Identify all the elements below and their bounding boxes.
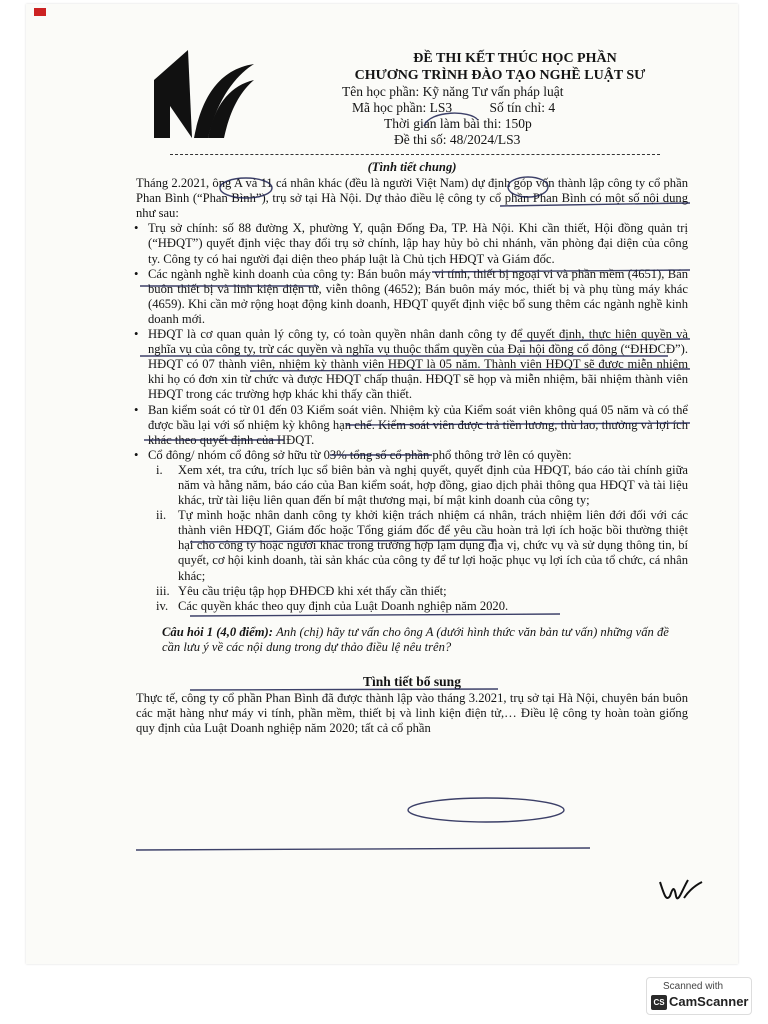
general-intro: Tháng 2.2021, ông A và 11 cá nhân khác (đều là người Việt Nam) dự định góp vốn thành lập công ty cổ phần Phan Bình (“Phan Bình”), trụ sở tại Hà Nội. Dự thảo điều lệ công ty cổ phần Phan Bình có một số nội dung như sau:	[136, 176, 688, 221]
camscanner-logo-icon: CS	[651, 995, 667, 1010]
exam-number: Đề thi số: 48/2024/LS3	[394, 132, 521, 147]
list-item: • Các ngành nghề kinh doanh của công ty: Bán buôn máy vi tính, thiết bị ngoại vi và phần mềm (4651), Bán buôn thiết bị và linh kiện điện tử, viễn thông (4652); Bán buôn máy móc, thiết bị và phụ tùng máy khác (4659). Khi cần mở rộng hoạt động kinh doanh, HĐQT quyết định việc bổ sung thêm các ngành nghề kinh doanh mới.	[134, 266, 688, 326]
list-item: • HĐQT là cơ quan quản lý công ty, có toàn quyền nhân danh công ty để quyết định, thực hiện quyền và nghĩa vụ của công ty, trừ các quyền và nghĩa vụ thuộc thẩm quyền của Đại hội đồng cổ đông (“ĐHĐCĐ”). HĐQT có 07 thành viên, nhiệm kỳ thành viên HĐQT là 05 năm. Thành viên HĐQT sẽ được miễn nhiệm khi họ có đơn xin từ chức và được HĐQT chấp thuận. HĐQT sẽ họp và miễn nhiệm, bãi nhiệm thành viên HĐQT trong các trường hợp khác khi thấy cần thiết.	[134, 327, 688, 402]
item-text: Các quyền khác theo quy định của Luật Doanh nghiệp năm 2020.	[178, 598, 509, 613]
list-item: • Trụ sở chính: số 88 đường X, phường Y, quận Đống Đa, TP. Hà Nội. Khi cần thiết, Hội đồng quản trị (“HĐQT”) quyết định việc thay đổi trụ sở chính, lập hay hủy bỏ chi nhánh, văn phòng đại diện của công ty. Công ty có hai người đại diện theo pháp luật là Chủ tịch HĐQT và Giám đốc.	[134, 221, 688, 266]
course-code: Mã học phần: LS3	[352, 100, 453, 115]
item-text: Xem xét, tra cứu, trích lục sổ biên bản và nghị quyết, quyết định của HĐQT, báo cáo tài chính giữa năm và hằng năm, báo cáo của Ban kiểm soát, hợp đồng, giao dịch phải thông qua HĐQT và tài liệu khác, trừ tài liệu liên quan đến bí mật thương mại, bí mật kinh doanh của công ty;	[178, 462, 688, 508]
item-number: iii.	[156, 583, 170, 598]
item-number: ii.	[156, 508, 167, 523]
list-item	[156, 599, 688, 614]
camscanner-watermark	[646, 977, 752, 1015]
camscanner-label: CamScanner	[669, 994, 749, 1009]
credits: Số tín chỉ: 4	[489, 100, 556, 115]
bullet-text: Trụ sở chính: số 88 đường X, phường Y, quận Đống Đa, TP. Hà Nội. Khi cần thiết, Hội đồng quản trị (“HĐQT”) quyết định việc thay đổi trụ sở chính, lập hay hủy bỏ chi nhánh, văn phòng đại diện của công ty. Công ty có hai người đại diện theo pháp luật là Chủ tịch HĐQT và Giám đốc.	[148, 221, 688, 266]
exam-header	[300, 50, 700, 148]
bullet-text: Cổ đông/ nhóm cổ đông sở hữu từ 03% tổng số cổ phần phổ thông trở lên có quyền:	[148, 447, 572, 462]
duration: Thời gian làm bài thi: 150p	[384, 116, 532, 131]
header-divider	[170, 154, 660, 155]
question-label: Câu hỏi 1 (4,0 điểm):	[162, 624, 273, 639]
question-text: Anh (chị) hãy tư vấn cho ông A (dưới hình thức văn bản tư vấn) những vấn đề cần lưu ý về các nội dung trong dự thảo điều lệ nêu trên?	[162, 624, 669, 654]
red-corner-mark	[34, 8, 46, 16]
scanned-with-label: Scanned with	[663, 981, 724, 992]
question-1	[162, 625, 688, 655]
shareholder-rights-list	[136, 463, 688, 614]
bullet-text: HĐQT là cơ quan quản lý công ty, có toàn quyền nhân danh công ty để quyết định, thực hiện quyền và nghĩa vụ của công ty, trừ các quyền và nghĩa vụ thuộc thẩm quyền của Đại hội đồng cổ đông (“ĐHĐCĐ”). HĐQT có 07 thành viên, nhiệm kỳ thành viên HĐQT là 05 năm. Thành viên HĐQT sẽ được miễn nhiệm khi họ có đơn xin từ chức và được HĐQT chấp thuận. HĐQT sẽ họp và miễn nhiệm, bãi nhiệm thành viên HĐQT trong các trường hợp khác khi thấy cần thiết.	[148, 327, 688, 402]
course-name: Tên học phần: Kỹ năng Tư vấn pháp luật	[342, 84, 564, 99]
exam-body	[136, 160, 688, 736]
item-text: Yêu cầu triệu tập họp ĐHĐCĐ khi xét thấy cần thiết;	[178, 583, 447, 598]
program-title: CHƯƠNG TRÌNH ĐÀO TẠO NGHỀ LUẬT SƯ	[354, 68, 646, 83]
supplementary-facts-title: Tình tiết bổ sung	[363, 674, 461, 689]
bullet-text: Ban kiểm soát có từ 01 đến 03 Kiểm soát viên. Nhiệm kỳ của Kiểm soát viên không quá 05 năm và có thể được bầu lại với số nhiệm kỳ không hạn chế. Kiểm soát viên được trả tiền lương, thù lao, thưởng và lợi ích khác theo quyết định của HĐQT.	[148, 402, 688, 447]
handwritten-signature	[658, 876, 704, 906]
general-facts-title: (Tình tiết chung)	[367, 160, 457, 174]
university-logo	[148, 46, 258, 142]
item-text: Tự mình hoặc nhân danh công ty khởi kiện trách nhiệm cá nhân, trách nhiệm liên đới đối với các thành viên HĐQT, Giám đốc hoặc Tổng giám đốc để yêu cầu hoàn trả lợi ích hoặc bồi thường thiệt hại cho công ty hoặc người khác trong trường hợp lạm dụng địa vị, chức vụ và sử dụng thông tin, bí quyết, cơ hội kinh doanh, tài sản khác của công ty để tư lợi hoặc phục vụ lợi ích của tổ chức, cá nhân khác;	[178, 508, 688, 583]
exam-title: ĐỀ THI KẾT THÚC HỌC PHẦN	[413, 51, 617, 66]
item-number: iv.	[156, 598, 169, 613]
item-number: i.	[156, 462, 163, 477]
course-code-row	[352, 100, 700, 116]
bullet-text: Các ngành nghề kinh doanh của công ty: Bán buôn máy vi tính, thiết bị ngoại vi và phần mềm (4651), Bán buôn thiết bị và linh kiện điện tử, viễn thông (4652); Bán buôn máy móc, thiết bị và phụ tùng máy khác (4659). Khi cần mở rộng hoạt động kinh doanh, HĐQT quyết định việc bổ sung thêm các ngành nghề kinh doanh mới.	[148, 266, 688, 326]
list-item: • Cổ đông/ nhóm cổ đông sở hữu từ 03% tổng số cổ phần phổ thông trở lên có quyền:	[134, 447, 572, 462]
list-item	[156, 508, 688, 583]
list-item: • Ban kiểm soát có từ 01 đến 03 Kiểm soát viên. Nhiệm kỳ của Kiểm soát viên không quá 05 năm và có thể được bầu lại với số nhiệm kỳ không hạn chế. Kiểm soát viên được trả tiền lương, thù lao, thưởng và lợi ích khác theo quyết định của HĐQT.	[134, 402, 688, 447]
charter-bullets	[136, 221, 688, 463]
supplementary-text: Thực tế, công ty cổ phần Phan Bình đã được thành lập vào tháng 3.2021, trụ sở tại Hà Nội, chuyên bán buôn các mặt hàng như máy vi tính, phần mềm, thiết bị và linh kiện điện tử,… Điều lệ công ty hoàn toàn giống quy định của Luật Doanh nghiệp năm 2020; tất cả cổ phần	[136, 691, 688, 736]
list-item	[156, 463, 688, 508]
list-item	[156, 584, 688, 599]
